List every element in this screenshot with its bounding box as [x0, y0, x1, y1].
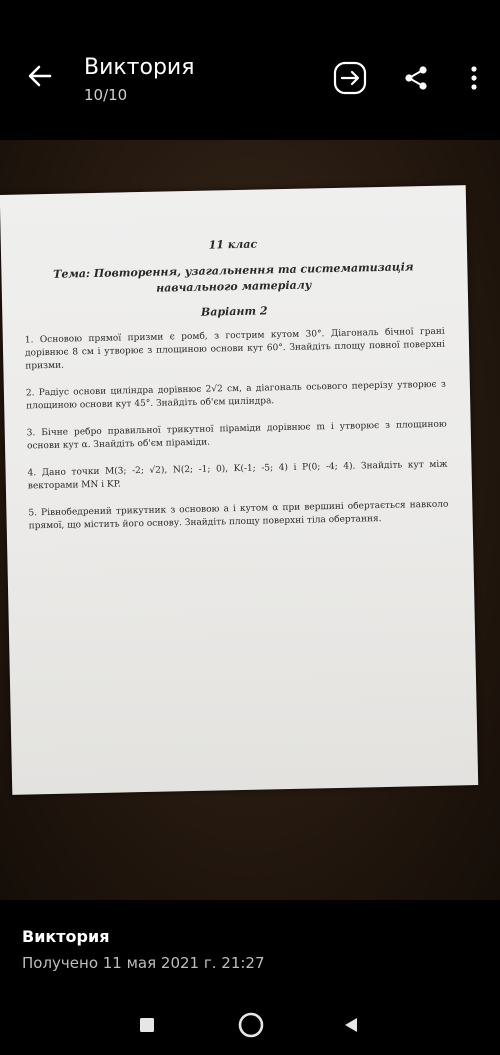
task-item: 4. Дано точки M(3; -2; √2), N(2; -1; 0), K(-1; -5; 4) і P(0; -4; 4). Знайдіть кут між векторами MN і KP.: [27, 459, 448, 492]
received-timestamp: Получено 11 мая 2021 г. 21:27: [22, 954, 265, 972]
task-item: 5. Рівнобедрений трикутник з основою a і кутом α при вершині обертається навколо прямої, що містить його основу. Знайдіть площу поверхні тіла обертання.: [28, 499, 449, 532]
document-sheet: [0, 185, 478, 795]
back-button[interactable]: [22, 58, 58, 94]
more-vert-icon: [464, 64, 484, 92]
photo-viewer[interactable]: [0, 140, 500, 900]
page-title: Виктория: [84, 55, 195, 80]
image-counter: 10/10: [84, 86, 128, 104]
share-icon: [402, 64, 430, 92]
document-content: [23, 234, 449, 548]
title-block: [84, 54, 194, 106]
forward-button[interactable]: [332, 60, 368, 96]
home-button[interactable]: [236, 1010, 266, 1040]
forward-icon: [333, 61, 367, 95]
square-icon: [138, 1016, 156, 1034]
top-app-bar: [0, 0, 500, 140]
task-item: 2. Радіус основи циліндра дорівнює 2√2 см, а діагональ осьового перерізу утворює з площиною основи кут 45°. Знайдіть об'єм циліндра.: [25, 379, 446, 412]
task-item: 3. Бічне ребро правильної трикутної піраміди дорівнює m і утворює з площиною основи кут α. Знайдіть об'єм піраміди.: [26, 419, 447, 452]
share-button[interactable]: [398, 60, 434, 96]
document-grade: 11 клас: [208, 237, 258, 252]
system-navigation-bar: [0, 1000, 500, 1055]
recents-button[interactable]: [132, 1010, 162, 1040]
task-item: 1. Основою прямої призми є ромб, з гострим кутом 30°. Діагональ бічної грані дорівнює 8 см і утворює з площиною основи кут 60°. Знайдіть площу повної поверхні призми.: [24, 326, 446, 372]
document-variant: Варіант 2: [200, 304, 268, 319]
document-topic: Тема: Повторення, узагальнення та систематизація навчального матеріалу: [53, 260, 414, 295]
sender-name: Виктория: [22, 927, 110, 946]
nav-back-button[interactable]: [336, 1010, 366, 1040]
triangle-back-icon: [341, 1015, 361, 1035]
message-info: [22, 926, 265, 974]
circle-icon: [236, 1010, 266, 1040]
arrow-left-icon: [26, 62, 54, 90]
more-options-button[interactable]: [456, 60, 492, 96]
